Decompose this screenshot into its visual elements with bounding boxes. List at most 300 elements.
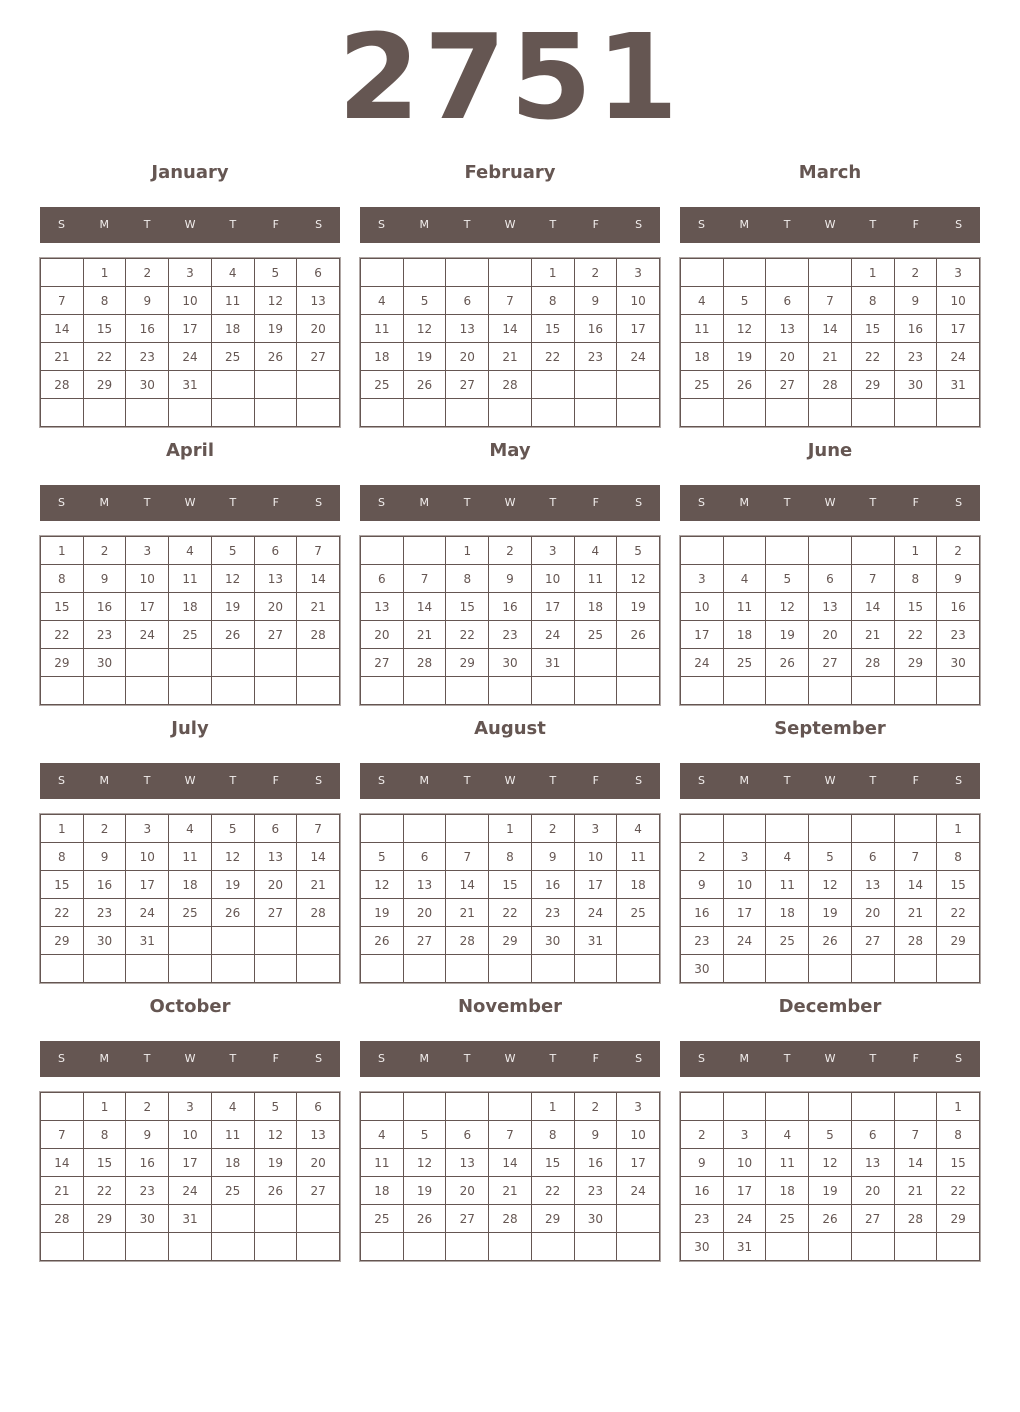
day-cell: 29 [894, 649, 937, 677]
day-cell: 10 [723, 1149, 766, 1177]
day-cell: 17 [617, 315, 660, 343]
week-row [681, 593, 980, 621]
day-cell: 15 [851, 315, 894, 343]
week-row [681, 343, 980, 371]
day-cell [446, 1233, 489, 1261]
weekday-label: F [592, 218, 599, 231]
day-cell: 20 [851, 1177, 894, 1205]
weekday-label: T [549, 774, 557, 787]
week-row [41, 649, 340, 677]
day-cell: 27 [297, 1177, 340, 1205]
week-row [681, 1149, 980, 1177]
day-cell: 12 [254, 1121, 297, 1149]
day-cell [297, 927, 340, 955]
weekday-label: M [739, 218, 750, 231]
day-cell: 4 [681, 287, 724, 315]
day-cell: 21 [403, 621, 446, 649]
weekday-header [680, 1041, 980, 1077]
day-cell: 1 [41, 537, 84, 565]
day-cell: 24 [169, 343, 212, 371]
day-cell: 17 [723, 899, 766, 927]
day-cell: 14 [809, 315, 852, 343]
day-cell: 24 [574, 899, 617, 927]
week-row [41, 537, 340, 565]
month-title: April [165, 440, 215, 461]
day-cell: 2 [681, 843, 724, 871]
year-title: 2751 [337, 8, 683, 146]
weekday-label: T [143, 496, 151, 509]
day-cell [361, 399, 404, 427]
day-cell: 29 [489, 927, 532, 955]
week-row [681, 621, 980, 649]
week-row [361, 649, 660, 677]
weekday-label: W [504, 218, 516, 231]
weekday-label: T [549, 1052, 557, 1065]
day-cell: 30 [937, 649, 980, 677]
day-cell [361, 1093, 404, 1121]
day-cell: 9 [126, 1121, 169, 1149]
day-cell: 9 [126, 287, 169, 315]
day-cell: 6 [766, 287, 809, 315]
day-cell: 10 [126, 843, 169, 871]
week-row [361, 315, 660, 343]
day-cell: 1 [489, 815, 532, 843]
week-row [681, 315, 980, 343]
day-cell [297, 371, 340, 399]
day-cell [489, 259, 532, 287]
day-cell: 8 [83, 287, 126, 315]
day-cell: 24 [169, 1177, 212, 1205]
day-cell [446, 677, 489, 705]
day-cell: 13 [446, 1149, 489, 1177]
week-row [41, 955, 340, 983]
day-cell: 6 [361, 565, 404, 593]
day-cell: 5 [211, 815, 254, 843]
day-cell: 24 [723, 1205, 766, 1233]
weekday-label: W [824, 1052, 836, 1065]
day-cell: 28 [489, 1205, 532, 1233]
day-cell: 16 [126, 315, 169, 343]
day-cell: 25 [211, 343, 254, 371]
weekday-label: M [99, 1052, 110, 1065]
day-cell: 21 [446, 899, 489, 927]
month-title: March [798, 162, 862, 183]
day-cell: 25 [617, 899, 660, 927]
week-row [41, 927, 340, 955]
day-cell: 5 [809, 843, 852, 871]
day-cell: 1 [41, 815, 84, 843]
day-cell: 1 [83, 259, 126, 287]
day-cell [254, 927, 297, 955]
day-cell [766, 955, 809, 983]
weekday-label: F [912, 496, 919, 509]
day-cell: 5 [254, 1093, 297, 1121]
weekday-label: S [697, 218, 705, 231]
day-cell [169, 399, 212, 427]
day-cell [766, 677, 809, 705]
day-cell: 17 [169, 315, 212, 343]
day-cell: 21 [894, 1177, 937, 1205]
day-cell: 3 [574, 815, 617, 843]
month-title: July [171, 718, 209, 739]
day-cell: 15 [531, 315, 574, 343]
day-cell: 29 [83, 1205, 126, 1233]
week-row [361, 621, 660, 649]
weekday-label: M [99, 218, 110, 231]
weekday-label: S [955, 774, 963, 787]
day-cell: 9 [574, 287, 617, 315]
day-cell: 27 [361, 649, 404, 677]
day-cell: 19 [361, 899, 404, 927]
day-cell [681, 399, 724, 427]
day-cell: 18 [361, 343, 404, 371]
day-cell: 11 [766, 1149, 809, 1177]
day-cell: 6 [297, 259, 340, 287]
day-cell: 7 [41, 287, 84, 315]
day-cell [809, 1233, 852, 1261]
day-cell: 19 [211, 593, 254, 621]
day-cell: 5 [403, 1121, 446, 1149]
day-cell [681, 537, 724, 565]
day-cell: 9 [83, 843, 126, 871]
day-cell: 21 [489, 343, 532, 371]
day-cell: 27 [446, 371, 489, 399]
day-cell [851, 955, 894, 983]
day-cell [851, 677, 894, 705]
day-cell [809, 399, 852, 427]
day-cell: 21 [894, 899, 937, 927]
weekday-label: W [184, 1052, 196, 1065]
day-cell: 26 [723, 371, 766, 399]
day-cell: 18 [574, 593, 617, 621]
day-cell: 14 [446, 871, 489, 899]
day-cell: 25 [169, 621, 212, 649]
day-cell: 7 [851, 565, 894, 593]
weekday-label: S [377, 496, 385, 509]
day-cell: 13 [446, 315, 489, 343]
day-cell: 17 [531, 593, 574, 621]
day-cell: 22 [937, 899, 980, 927]
day-cell: 14 [489, 1149, 532, 1177]
day-cell [211, 677, 254, 705]
day-cell [403, 1093, 446, 1121]
day-cell: 1 [531, 1093, 574, 1121]
weekday-header [40, 1041, 340, 1077]
day-cell: 20 [297, 315, 340, 343]
day-cell: 26 [403, 1205, 446, 1233]
day-cell: 12 [809, 1149, 852, 1177]
weekday-label: T [783, 774, 791, 787]
day-cell [361, 815, 404, 843]
day-cell [809, 259, 852, 287]
day-cell: 7 [894, 843, 937, 871]
day-cell: 16 [83, 593, 126, 621]
day-cell: 1 [531, 259, 574, 287]
day-cell: 26 [403, 371, 446, 399]
day-cell [297, 677, 340, 705]
day-cell: 9 [937, 565, 980, 593]
day-cell: 2 [489, 537, 532, 565]
day-cell: 19 [211, 871, 254, 899]
weekday-label: M [419, 774, 430, 787]
day-cell [126, 955, 169, 983]
day-cell: 9 [531, 843, 574, 871]
day-cell: 1 [894, 537, 937, 565]
day-cell: 21 [809, 343, 852, 371]
day-cell: 25 [574, 621, 617, 649]
day-cell [681, 815, 724, 843]
week-row [681, 1205, 980, 1233]
day-cell [809, 1093, 852, 1121]
day-cell: 25 [766, 927, 809, 955]
day-cell: 11 [211, 287, 254, 315]
day-cell [41, 1233, 84, 1261]
day-cell: 30 [126, 371, 169, 399]
day-cell: 10 [617, 1121, 660, 1149]
day-cell [894, 815, 937, 843]
week-row [41, 287, 340, 315]
day-cell: 2 [681, 1121, 724, 1149]
month-title: October [149, 996, 231, 1017]
day-cell: 8 [531, 287, 574, 315]
day-cell: 15 [531, 1149, 574, 1177]
day-cell [254, 1205, 297, 1233]
day-cell: 3 [169, 1093, 212, 1121]
day-cell [169, 955, 212, 983]
week-row [361, 1121, 660, 1149]
day-cell [617, 649, 660, 677]
weekday-label: W [504, 1052, 516, 1065]
day-cell [617, 677, 660, 705]
day-cell [723, 399, 766, 427]
day-cell: 22 [41, 621, 84, 649]
day-grid [680, 258, 980, 427]
weekday-label: W [824, 218, 836, 231]
day-cell [937, 677, 980, 705]
day-cell: 22 [83, 343, 126, 371]
day-cell: 18 [766, 899, 809, 927]
weekday-label: T [869, 496, 877, 509]
day-cell [41, 399, 84, 427]
day-cell: 26 [809, 1205, 852, 1233]
day-cell [681, 1093, 724, 1121]
day-cell: 5 [809, 1121, 852, 1149]
day-cell: 20 [254, 871, 297, 899]
month-title: January [151, 162, 229, 183]
week-row [41, 677, 340, 705]
week-row [361, 1149, 660, 1177]
day-cell: 4 [723, 565, 766, 593]
day-cell [723, 259, 766, 287]
weekday-header [40, 207, 340, 243]
weekday-label: T [463, 774, 471, 787]
day-cell: 11 [617, 843, 660, 871]
day-cell: 27 [403, 927, 446, 955]
weekday-label: T [869, 774, 877, 787]
day-cell: 15 [937, 871, 980, 899]
day-cell: 6 [297, 1093, 340, 1121]
day-cell: 5 [723, 287, 766, 315]
day-cell [617, 1205, 660, 1233]
week-row [681, 1121, 980, 1149]
day-cell: 7 [809, 287, 852, 315]
day-cell: 22 [937, 1177, 980, 1205]
day-grid [680, 536, 980, 705]
weekday-label: S [377, 218, 385, 231]
day-cell: 18 [211, 1149, 254, 1177]
day-cell: 24 [723, 927, 766, 955]
day-cell: 29 [937, 927, 980, 955]
day-cell [531, 399, 574, 427]
day-cell: 5 [361, 843, 404, 871]
day-cell [489, 1093, 532, 1121]
day-cell: 23 [126, 1177, 169, 1205]
day-cell: 24 [937, 343, 980, 371]
day-cell [211, 927, 254, 955]
day-cell: 12 [403, 315, 446, 343]
day-cell [41, 259, 84, 287]
day-cell [489, 677, 532, 705]
day-cell: 2 [574, 259, 617, 287]
day-cell: 9 [83, 565, 126, 593]
weekday-label: W [504, 496, 516, 509]
day-cell: 19 [809, 1177, 852, 1205]
day-cell: 25 [211, 1177, 254, 1205]
weekday-label: F [912, 1052, 919, 1065]
day-cell: 14 [297, 565, 340, 593]
week-row [681, 565, 980, 593]
day-cell [574, 399, 617, 427]
day-cell: 26 [254, 343, 297, 371]
day-cell [937, 399, 980, 427]
week-row [681, 871, 980, 899]
day-cell: 27 [254, 621, 297, 649]
day-cell: 23 [83, 899, 126, 927]
day-cell: 24 [126, 621, 169, 649]
week-row [41, 315, 340, 343]
day-cell: 24 [531, 621, 574, 649]
day-cell [574, 677, 617, 705]
day-cell: 3 [126, 537, 169, 565]
day-cell: 20 [361, 621, 404, 649]
day-cell: 5 [211, 537, 254, 565]
week-row [681, 649, 980, 677]
day-cell [723, 955, 766, 983]
day-cell: 8 [41, 843, 84, 871]
week-row [361, 871, 660, 899]
day-cell [894, 1093, 937, 1121]
day-cell: 28 [489, 371, 532, 399]
day-cell [297, 1233, 340, 1261]
day-cell [169, 677, 212, 705]
day-cell: 3 [723, 1121, 766, 1149]
week-row [361, 815, 660, 843]
day-cell: 11 [723, 593, 766, 621]
day-cell: 15 [41, 593, 84, 621]
week-row [681, 1093, 980, 1121]
day-cell: 22 [894, 621, 937, 649]
day-grid [40, 1092, 340, 1261]
week-row [361, 399, 660, 427]
month-title: February [464, 162, 556, 183]
weekday-label: T [229, 218, 237, 231]
day-cell: 6 [446, 1121, 489, 1149]
day-cell [211, 371, 254, 399]
weekday-label: T [549, 496, 557, 509]
day-cell [126, 649, 169, 677]
day-cell [937, 955, 980, 983]
day-cell: 22 [446, 621, 489, 649]
day-cell [169, 1233, 212, 1261]
weekday-label: S [377, 1052, 385, 1065]
day-cell: 28 [41, 371, 84, 399]
day-cell: 30 [894, 371, 937, 399]
weekday-header [360, 485, 660, 521]
month-title: May [489, 440, 531, 461]
week-row [41, 1093, 340, 1121]
weekday-label: M [739, 496, 750, 509]
day-cell [297, 955, 340, 983]
day-cell: 15 [83, 315, 126, 343]
day-cell: 12 [723, 315, 766, 343]
day-cell: 8 [937, 1121, 980, 1149]
weekday-label: T [463, 1052, 471, 1065]
day-cell: 7 [894, 1121, 937, 1149]
day-cell: 11 [169, 843, 212, 871]
day-cell: 10 [169, 1121, 212, 1149]
day-cell: 11 [169, 565, 212, 593]
day-cell: 27 [297, 343, 340, 371]
day-cell: 8 [894, 565, 937, 593]
weekday-label: S [57, 496, 65, 509]
day-cell: 30 [531, 927, 574, 955]
weekday-label: T [463, 218, 471, 231]
day-cell: 26 [211, 621, 254, 649]
day-cell: 14 [851, 593, 894, 621]
day-cell: 20 [446, 1177, 489, 1205]
day-cell [681, 677, 724, 705]
day-cell: 19 [766, 621, 809, 649]
day-cell [446, 259, 489, 287]
day-cell: 26 [617, 621, 660, 649]
day-cell: 16 [489, 593, 532, 621]
day-cell: 14 [403, 593, 446, 621]
week-row [41, 621, 340, 649]
weekday-header [360, 1041, 660, 1077]
weekday-label: F [272, 496, 279, 509]
day-cell: 3 [126, 815, 169, 843]
day-cell [851, 1093, 894, 1121]
month-title: August [474, 718, 546, 739]
day-cell: 18 [361, 1177, 404, 1205]
weekday-label: F [272, 1052, 279, 1065]
week-row [681, 815, 980, 843]
day-cell [723, 1093, 766, 1121]
day-cell: 12 [617, 565, 660, 593]
day-cell [809, 677, 852, 705]
day-cell: 3 [531, 537, 574, 565]
day-cell [126, 677, 169, 705]
day-cell: 7 [297, 537, 340, 565]
day-cell [723, 677, 766, 705]
day-cell: 31 [531, 649, 574, 677]
day-cell: 13 [766, 315, 809, 343]
day-cell: 31 [126, 927, 169, 955]
day-cell: 18 [211, 315, 254, 343]
day-cell [297, 1205, 340, 1233]
day-cell: 11 [681, 315, 724, 343]
day-cell: 27 [851, 927, 894, 955]
